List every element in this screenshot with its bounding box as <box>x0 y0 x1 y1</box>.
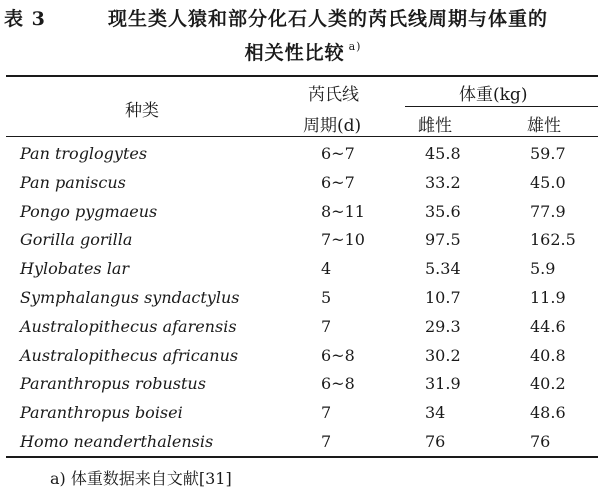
period-cell: 6~7 <box>321 172 355 192</box>
table-number: 表 3 <box>4 8 46 30</box>
table-row <box>0 259 606 287</box>
male-weight-cell: 40.8 <box>530 345 566 365</box>
female-weight-cell: 35.6 <box>425 201 461 221</box>
female-weight-cell: 76 <box>425 432 446 451</box>
table-row <box>0 403 606 431</box>
column-header-period-line2: 周期(d) <box>303 116 362 136</box>
female-weight-cell: 33.2 <box>425 172 461 192</box>
species-cell: Pongo pygmaeus <box>20 201 158 221</box>
male-weight-cell: 45.0 <box>530 172 566 192</box>
female-weight-cell: 10.7 <box>425 288 461 307</box>
column-header-period-line1: 芮氏线 <box>308 85 359 105</box>
table-row <box>0 288 606 316</box>
caption-line-2 <box>0 38 606 65</box>
species-cell: Paranthropus boisei <box>20 403 183 423</box>
column-header-female: 雌性 <box>418 116 452 136</box>
female-weight-cell: 29.3 <box>425 316 461 336</box>
male-weight-cell: 77.9 <box>530 201 566 221</box>
species-cell: Australopithecus africanus <box>20 345 239 365</box>
period-cell: 7~10 <box>321 230 365 250</box>
male-weight-cell: 40.2 <box>530 374 566 394</box>
female-weight-cell: 30.2 <box>425 345 461 365</box>
period-cell: 5 <box>321 288 332 307</box>
table-row <box>0 432 606 460</box>
table-top-rule <box>6 75 598 77</box>
table-row <box>0 346 606 374</box>
period-cell: 4 <box>321 259 332 279</box>
period-cell: 7 <box>321 403 332 423</box>
table-row <box>0 202 606 230</box>
table-row <box>0 173 606 201</box>
column-header-male: 雄性 <box>527 116 561 136</box>
period-cell: 6~8 <box>321 345 355 365</box>
table-row <box>0 230 606 258</box>
female-weight-cell: 5.34 <box>425 259 461 279</box>
column-header-body-weight: 体重(kg) <box>459 85 528 105</box>
male-weight-cell: 5.9 <box>530 259 556 279</box>
period-cell: 8~11 <box>321 201 365 221</box>
female-weight-cell: 45.8 <box>425 144 461 163</box>
male-weight-cell: 76 <box>530 432 551 451</box>
table-header-rule <box>6 136 598 137</box>
female-weight-cell: 97.5 <box>425 230 461 250</box>
table-row <box>0 374 606 402</box>
species-cell: Homo neanderthalensis <box>20 432 214 451</box>
species-cell: Australopithecus afarensis <box>20 316 237 336</box>
body-weight-subrule <box>405 106 598 107</box>
male-weight-cell: 11.9 <box>530 288 566 307</box>
caption-title-line-2: 相关性比较 <box>244 42 345 64</box>
species-cell: Hylobates lar <box>20 259 130 279</box>
species-cell: Pan troglogytes <box>20 144 148 163</box>
period-cell: 7 <box>321 316 332 336</box>
footnote-marker: a) <box>348 40 362 53</box>
period-cell: 6~7 <box>321 144 355 163</box>
column-header-species: 种类 <box>125 101 159 121</box>
period-cell: 6~8 <box>321 374 355 394</box>
period-cell: 7 <box>321 432 332 451</box>
species-cell: Symphalangus syndactylus <box>20 288 240 307</box>
species-cell: Paranthropus robustus <box>20 374 206 394</box>
species-cell: Gorilla gorilla <box>20 230 133 250</box>
male-weight-cell: 162.5 <box>530 230 576 250</box>
male-weight-cell: 59.7 <box>530 144 566 163</box>
table-footnote: a) 体重数据来自文献[31] <box>50 469 232 488</box>
caption-title-line-1: 现生类人猿和部分化石人类的芮氏线周期与体重的 <box>108 8 549 30</box>
species-cell: Pan paniscus <box>20 172 126 192</box>
female-weight-cell: 34 <box>425 403 446 423</box>
male-weight-cell: 48.6 <box>530 403 566 423</box>
table-row <box>0 144 606 172</box>
male-weight-cell: 44.6 <box>530 316 566 336</box>
caption-line-1 <box>0 4 606 36</box>
table-row <box>0 317 606 345</box>
female-weight-cell: 31.9 <box>425 374 461 394</box>
